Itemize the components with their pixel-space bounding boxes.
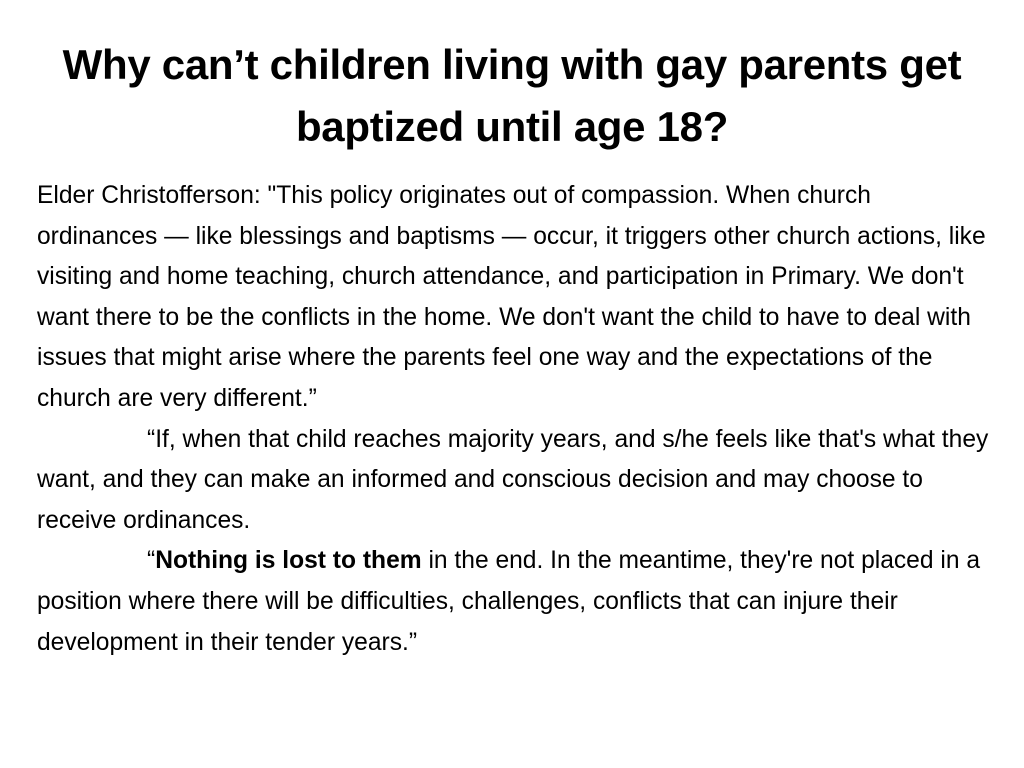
bold-emphasis: Nothing is lost to them [155,547,422,575]
open-quote-mark: “ [147,547,156,575]
quote-paragraph-2: “If, when that child reaches majority years, and s/he feels like that's what they want, and they can make an informed and conscious decision and may choose to receive ordinances. [37,425,989,534]
quote-paragraph-3 [37,541,997,663]
paragraph-3-text: in the end. In the meantime, they're not placed in a position where there will be difficulties, challenges, conflicts that can injure their development in their tender years.” [37,547,981,656]
quote-paragraph-1: Elder Christofferson: "This policy originates out of compassion. When church ordinances — like blessings and baptisms — occur, it triggers other church actions, like visiting and home teaching, church attendance, and participation in Primary. We don't want there to be the conflicts in the home. We don't want the child to have to deal with issues that might arise where the parents feel one way and the expectations of the church are very different.” [37,182,986,412]
slide-body [37,176,997,663]
slide-title: Why can’t children living with gay parents get baptized until age 18? [62,41,962,150]
